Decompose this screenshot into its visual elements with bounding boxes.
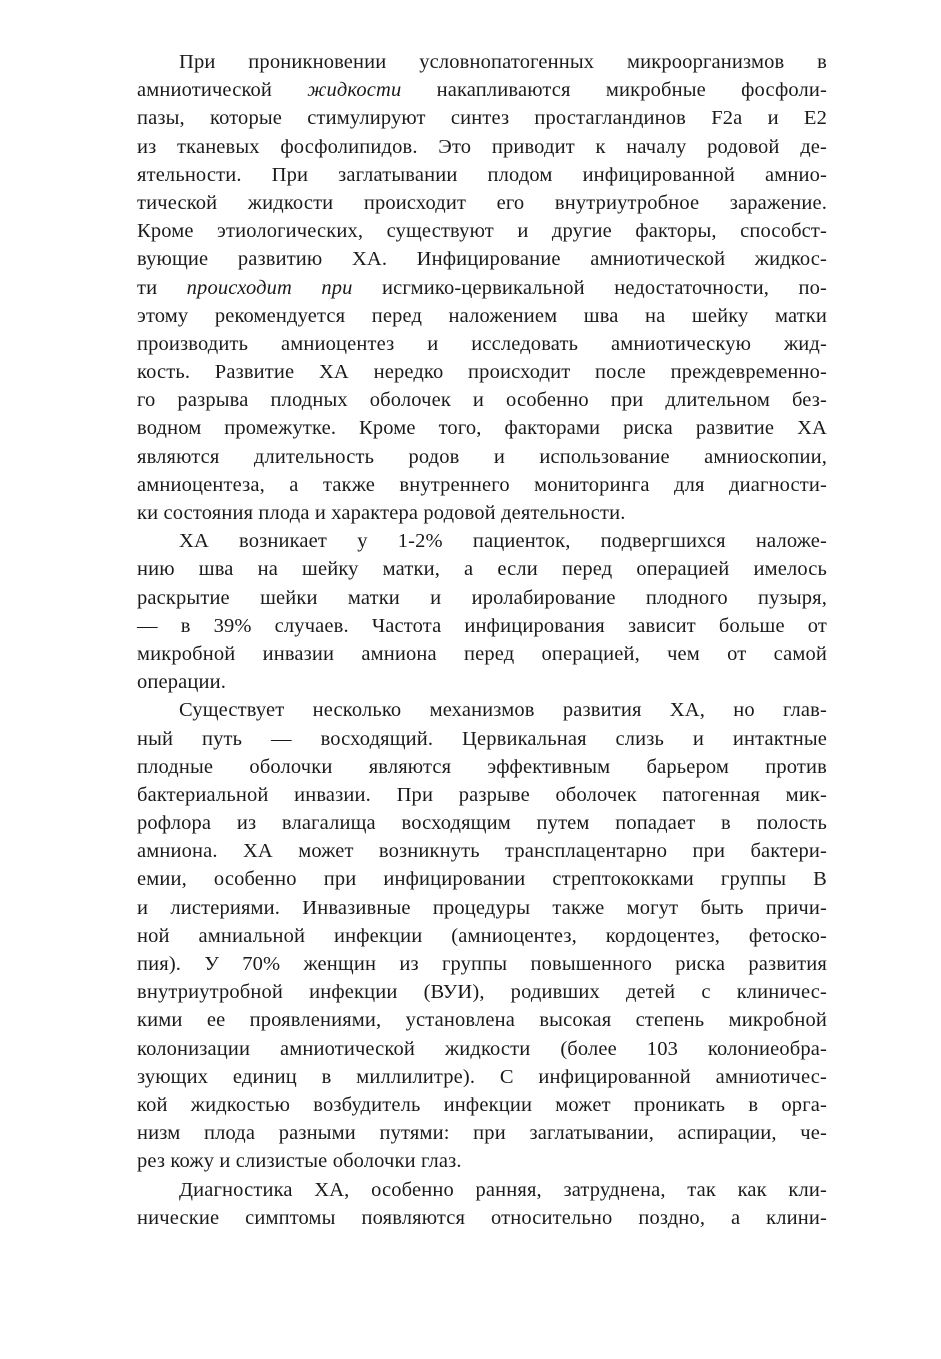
text-line: Кроме этиологических, существуют и другие факторы, способст- bbox=[137, 220, 827, 243]
text-line: микробной инвазии амниона перед операцией, чем от самой bbox=[137, 642, 827, 665]
text-line: являются длительность родов и использование амниоскопии, bbox=[137, 445, 827, 468]
text-line: го разрыва плодных оболочек и особенно при длительном без- bbox=[137, 389, 827, 412]
text-line: бактериальной инвазии. При разрыве оболочек патогенная мик- bbox=[137, 783, 827, 806]
text-line: — в 39% случаев. Частота инфицирования зависит больше от bbox=[137, 614, 827, 637]
text-line: амниоцентеза, а также внутреннего мониторинга для диагности- bbox=[137, 473, 827, 496]
text-line: водном промежутке. Кроме того, факторами риска развитие ХА bbox=[137, 417, 827, 440]
paragraph bbox=[137, 696, 827, 1175]
text-line: зующих единиц в миллилитре). С инфицированной амниотичес- bbox=[137, 1065, 827, 1088]
text-line: амниотической жидкости накапливаются микробные фосфоли- bbox=[137, 79, 827, 102]
text-line: пия). У 70% женщин из группы повышенного риска развития bbox=[137, 953, 827, 975]
text-line: из тканевых фосфолипидов. Это приводит к началу родовой де- bbox=[137, 135, 827, 158]
text-line: плодные оболочки являются эффективным барьером против bbox=[137, 755, 827, 778]
document-page bbox=[137, 48, 827, 1232]
italic-text: происходит при bbox=[186, 276, 353, 299]
text-line: колонизации амниотической жидкости (более 103 колониеобра- bbox=[137, 1037, 827, 1060]
text-line: ный путь — восходящий. Цервикальная слизь и интактные bbox=[137, 727, 827, 750]
text-line: ятельности. При заглатывании плодом инфицированной амнио- bbox=[137, 163, 827, 186]
text-line: рофлора из влагалища восходящим путем попадает в полость bbox=[137, 812, 827, 835]
text-line: емии, особенно при инфицировании стрептококками группы В bbox=[137, 868, 827, 891]
text-line: ки состояния плода и характера родовой деятельности. bbox=[137, 502, 626, 524]
text-line: операции. bbox=[137, 671, 227, 694]
paragraph bbox=[137, 1176, 827, 1232]
text-line: рез кожу и слизистые оболочки глаз. bbox=[137, 1150, 462, 1173]
text-line: ХА возникает у 1-2% пациенток, подвергшихся наложе- bbox=[179, 530, 827, 553]
text-line: амниона. ХА может возникнуть трансплацентарно при бактери- bbox=[137, 840, 827, 863]
text-line: Диагностика ХА, особенно ранняя, затруднена, так как кли- bbox=[179, 1178, 827, 1201]
text-line: внутриутробной инфекции (ВУИ), родивших детей с клиничес- bbox=[137, 981, 827, 1004]
paragraph bbox=[137, 527, 827, 696]
text-line: кими ее проявлениями, установлена высокая степень микробной bbox=[137, 1009, 827, 1032]
text-line: пазы, которые стимулируют синтез простагландинов F2a и E2 bbox=[137, 107, 827, 130]
paragraph bbox=[137, 48, 827, 527]
text-line: ной амниальной инфекции (амниоцентез, кордоцентез, фетоско- bbox=[137, 924, 827, 947]
text-line: нию шва на шейку матки, а если перед операцией имелось bbox=[137, 558, 827, 581]
text-line: кой жидкостью возбудитель инфекции может проникать в орга- bbox=[137, 1093, 827, 1116]
text-line: При проникновении условнопатогенных микроорганизмов в bbox=[179, 51, 827, 73]
text-line: этому рекомендуется перед наложением шва на шейку матки bbox=[137, 304, 827, 327]
text-line: тической жидкости происходит его внутриутробное заражение. bbox=[137, 191, 827, 214]
text-line: раскрытие шейки матки и иролабирование плодного пузыря, bbox=[137, 586, 827, 609]
text-line: производить амниоцентез и исследовать амниотическую жид- bbox=[137, 332, 827, 355]
text-line: Существует несколько механизмов развития ХА, но глав- bbox=[179, 699, 827, 722]
text-line: нические симптомы появляются относительно поздно, а клини- bbox=[137, 1206, 827, 1229]
text-line: и листериями. Инвазивные процедуры также могут быть причи- bbox=[137, 896, 827, 919]
italic-text: жидкости bbox=[307, 79, 402, 102]
text-line: низм плода разными путями: при заглатывании, аспирации, че- bbox=[137, 1122, 827, 1145]
text-line: ти происходит при исгмико-цервикальной недостаточности, по- bbox=[137, 276, 827, 299]
text-line: кость. Развитие ХА нередко происходит после преждевременно- bbox=[137, 361, 827, 384]
text-line: вующие развитию ХА. Инфицирование амниотической жидкос- bbox=[137, 248, 827, 271]
